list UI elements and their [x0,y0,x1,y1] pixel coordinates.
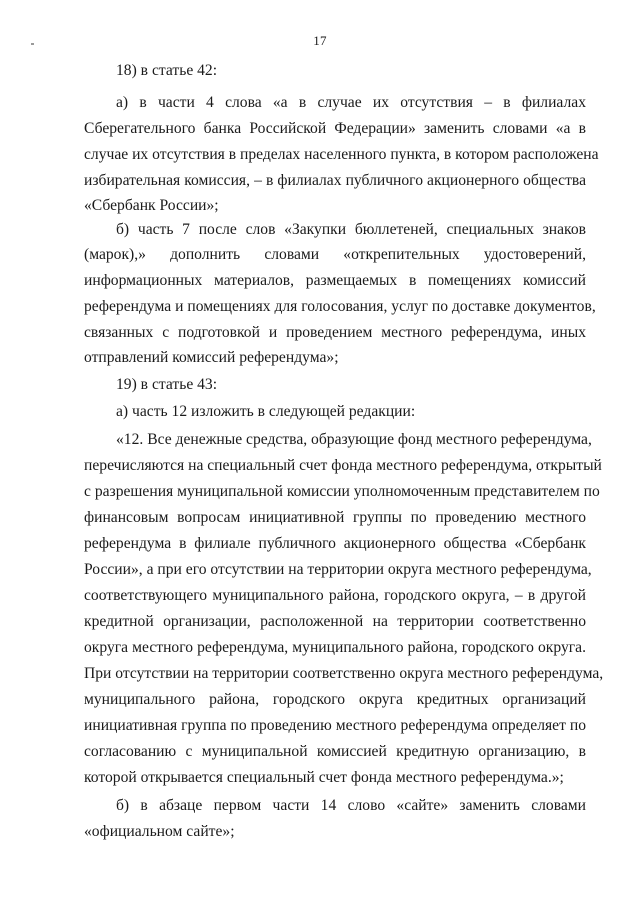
text-line: соответствующего муниципального района, городского округа, – в другой [84,587,586,604]
text-line: «Сбербанк России»; [84,197,219,214]
text-line: которой открывается специальный счет фонда местного референдума.»; [84,769,564,786]
page-number: 17 [313,33,327,48]
text-line: кредитной организации, расположенной на территории соответственно [84,613,586,630]
text-line: При отсутствии на территории соответственно округа местного референдума, [84,665,604,682]
text-line: России», а при его отсутствии на территории округа местного референдума, [84,561,592,578]
paragraph-heading: 18) в статье 42: [116,62,218,79]
text-line: информационных материалов, размещаемых в помещениях комиссий [84,272,586,289]
text-line: финансовым вопросам инициативной группы по проведению местного [84,509,586,526]
text-line: Сберегательного банка Российской Федерации» заменить словами «а в [84,120,586,137]
text-line: с разрешения муниципальной комиссии уполномоченным представителем по [84,483,600,500]
text-line: случае их отсутствия в пределах населенного пункта, в котором расположена [84,146,599,163]
text-line: референдума и помещениях для голосования, услуг по доставке документов, [84,298,596,315]
text-line: «12. Все денежные средства, образующие фонд местного референдума, [116,431,592,448]
text-line: (марок),» дополнить словами «открепительных удостоверений, [84,246,586,263]
paragraph-heading: 19) в статье 43: [116,376,218,393]
text-line: инициативная группа по проведению местного референдума определяет по [84,717,586,734]
text-line: связанных с подготовкой и проведением местного референдума, иных [84,324,586,341]
text-line: б) в абзаце первом части 14 слово «сайте» заменить словами [116,797,586,814]
text-line: муниципального района, городского округа кредитных организаций [84,691,586,708]
text-line: перечисляются на специальный счет фонда местного референдума, открытый [84,457,602,474]
text-line: согласованию с муниципальной комиссией кредитную организацию, в [84,743,586,760]
text-line: «официальном сайте»; [84,823,235,840]
text-line: избирательная комиссия, – в филиалах публичного акционерного общества [84,172,586,189]
text-line: референдума в филиале публичного акционерного общества «Сбербанк [84,535,586,552]
text-line: округа местного референдума, муниципального района, городского округа. [84,639,586,656]
text-line: б) часть 7 после слов «Закупки бюллетеней, специальных знаков [116,221,586,238]
text-line: а) в части 4 слова «а в случае их отсутствия – в филиалах [116,94,586,111]
text-line: отправлений комиссий референдума»; [84,349,339,366]
text-line: а) часть 12 изложить в следующей редакции: [116,403,416,420]
